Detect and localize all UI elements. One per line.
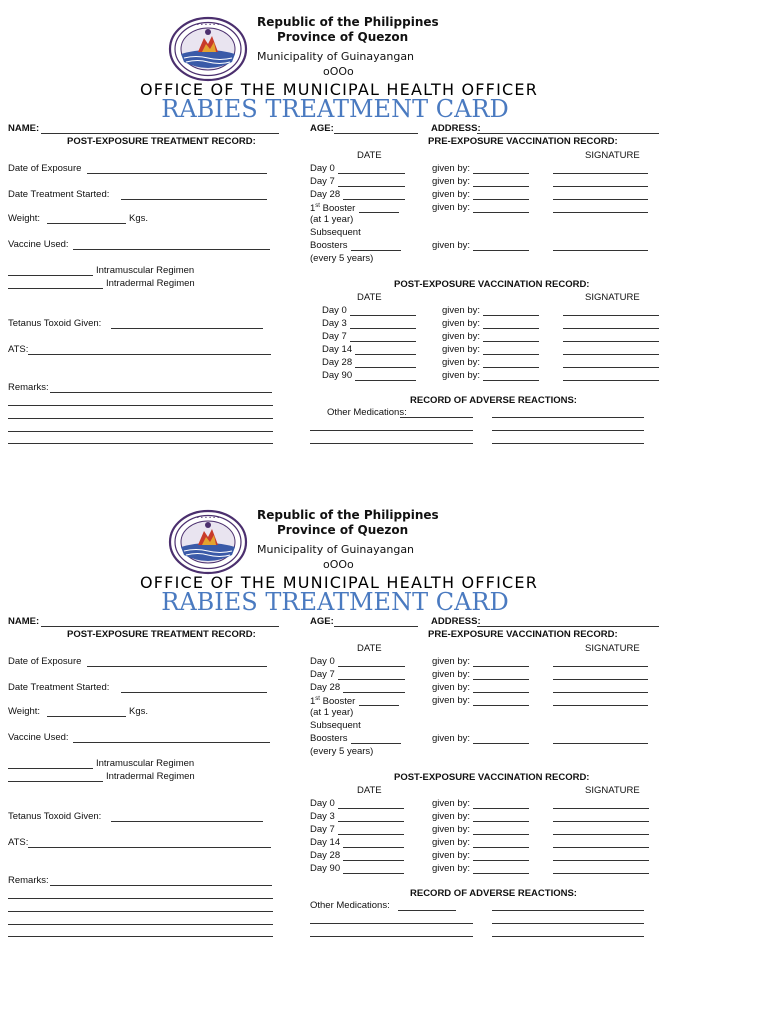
ats-field[interactable] [28,354,271,355]
pre-booster-signature-field[interactable] [553,705,648,706]
post-given-by-field[interactable] [483,341,539,342]
pre-given-by-label: given by: [432,202,471,213]
office-title: OFFICE OF THE MUNICIPAL HEALTH OFFICER [139,573,539,592]
tetanus-field[interactable] [111,821,263,822]
republic-text: Republic of the Philippines [257,15,439,29]
svg-text:• • • • • •: • • • • • • [196,516,220,521]
pre-booster-date-field[interactable] [359,705,399,706]
vaccine-used-label: Vaccine Used: [8,732,69,743]
ornament-text: oOOo [323,65,354,78]
date-treatment-started-field[interactable] [121,199,267,200]
post-signature-field[interactable] [563,367,659,368]
card-title: RABIES TREATMENT CARD [161,588,509,616]
post-signature-field[interactable] [563,341,659,342]
pre-given-by-label: given by: [432,189,471,200]
date-treatment-started-field[interactable] [121,692,267,693]
adverse-line[interactable] [492,936,644,937]
post-given-by-label: given by: [442,318,481,329]
remarks-line[interactable] [8,405,273,406]
name-label: NAME: [8,123,40,134]
pre-booster-date-field[interactable] [359,212,399,213]
pre-day28-label: Day 28 [310,189,341,200]
post-given-by-field[interactable] [473,834,529,835]
address-label: ADDRESS: [431,616,481,627]
adverse-line[interactable] [492,443,644,444]
pre-day28-signature-field[interactable] [553,692,648,693]
post-signature-field[interactable] [563,354,659,355]
post-given-by-field[interactable] [473,808,529,809]
post-signature-field[interactable] [563,328,659,329]
post-given-by-label: given by: [442,357,481,368]
post-day-date-field[interactable] [355,354,416,355]
post-day-date-field[interactable] [350,315,416,316]
pre-day7-given-by-field[interactable] [473,679,529,680]
pre-every5-label: (every 5 years) [310,253,374,264]
post-signature-field[interactable] [553,847,649,848]
post-given-by-label: given by: [442,370,481,381]
post-exposure-treatment-heading: POST-EXPOSURE TREATMENT RECORD: [67,629,256,640]
post-day-label: Day 14 [310,837,341,848]
kgs-label: Kgs. [129,706,149,717]
ats-label: ATS: [8,837,29,848]
adverse-line[interactable] [492,910,644,911]
weight-field[interactable] [47,716,126,717]
name-field[interactable] [41,626,279,627]
ornament-text: oOOo [323,558,354,571]
pre-subsequent-label: Subsequent [310,720,361,731]
adverse-line[interactable] [310,430,473,431]
other-medications-field[interactable] [400,417,473,418]
remarks-field[interactable] [50,885,272,886]
date-of-exposure-label: Date of Exposure [8,163,82,174]
adverse-reactions-heading: RECORD OF ADVERSE REACTIONS: [410,395,577,406]
pre-boosters-date-field[interactable] [351,250,401,251]
post-given-by-field[interactable] [483,367,539,368]
weight-label: Weight: [8,213,41,224]
vaccine-used-label: Vaccine Used: [8,239,69,250]
name-field[interactable] [41,133,279,134]
pre-day7-label: Day 7 [310,669,335,680]
post-day-date-field[interactable] [343,847,404,848]
remarks-line[interactable] [8,418,273,419]
booster-ordinal: st [315,203,320,209]
post-date-header: DATE [357,292,382,303]
post-day-date-field[interactable] [355,367,416,368]
post-exposure-vaccination-heading: POST-EXPOSURE VACCINATION RECORD: [394,279,590,290]
adverse-line[interactable] [310,936,473,937]
post-given-by-label: given by: [432,837,471,848]
id-regimen-field[interactable] [8,781,103,782]
date-treatment-started-label: Date Treatment Started: [8,682,110,693]
post-given-by-label: given by: [432,798,471,809]
pre-booster-signature-field[interactable] [553,212,648,213]
post-signature-header: SIGNATURE [585,292,640,303]
post-given-by-field[interactable] [483,315,539,316]
post-day-date-field[interactable] [343,873,404,874]
province-text: Province of Quezon [277,30,409,44]
pre-given-by-label: given by: [432,163,471,174]
pre-boosters-date-field[interactable] [351,743,401,744]
rabies-treatment-card [0,493,768,973]
pre-day28-given-by-field[interactable] [473,692,529,693]
post-given-by-field[interactable] [483,354,539,355]
pre-subsequent-label: Subsequent [310,227,361,238]
municipal-seal-icon [168,509,248,575]
im-regimen-field[interactable] [8,275,93,276]
remarks-line[interactable] [8,431,273,432]
pre-exposure-heading: PRE-EXPOSURE VACCINATION RECORD: [428,136,618,147]
post-given-by-label: given by: [442,344,481,355]
republic-text: Republic of the Philippines [257,508,439,522]
province-text: Province of Quezon [277,523,409,537]
post-day-label: Day 7 [310,824,335,835]
pre-day0-signature-field[interactable] [553,666,648,667]
post-signature-field[interactable] [553,808,649,809]
pre-given-by-label: given by: [432,682,471,693]
post-signature-field[interactable] [553,873,649,874]
pre-booster-label [310,203,355,214]
post-day-date-field[interactable] [338,821,404,822]
post-day-label: Day 3 [322,318,347,329]
post-day-date-field[interactable] [355,380,416,381]
remarks-label: Remarks: [8,875,49,886]
pre-given-by-label: given by: [432,656,471,667]
pre-day0-given-by-field[interactable] [473,173,529,174]
adverse-line[interactable] [310,443,473,444]
post-signature-field[interactable] [563,380,659,381]
other-medications-field[interactable] [398,910,456,911]
pre-given-by-label: given by: [432,733,471,744]
pre-date-header: DATE [357,643,382,654]
pre-given-by-label: given by: [432,695,471,706]
pre-day0-label: Day 0 [310,163,335,174]
im-regimen-label: Intramuscular Regimen [96,265,195,276]
booster-word: Booster [319,203,356,215]
post-given-by-field[interactable] [473,847,529,848]
post-given-by-label: given by: [432,811,471,822]
post-given-by-field[interactable] [473,860,529,861]
booster-word: Booster [319,696,356,708]
post-day-label: Day 28 [322,357,353,368]
post-day-label: Day 28 [310,850,341,861]
pre-boosters-given-by-field[interactable] [473,743,529,744]
vaccine-used-field[interactable] [73,249,270,250]
im-regimen-label: Intramuscular Regimen [96,758,195,769]
municipality-text: Municipality of Guinayangan [257,543,415,556]
pre-exposure-heading: PRE-EXPOSURE VACCINATION RECORD: [428,629,618,640]
pre-day7-given-by-field[interactable] [473,186,529,187]
rabies-treatment-card [0,0,768,480]
pre-boosters-signature-field[interactable] [553,743,648,744]
vaccine-used-field[interactable] [73,742,270,743]
card-title: RABIES TREATMENT CARD [161,95,509,123]
pre-day7-date-field[interactable] [338,186,405,187]
post-day-label: Day 90 [322,370,353,381]
pre-signature-header: SIGNATURE [585,643,640,654]
pre-signature-header: SIGNATURE [585,150,640,161]
post-given-by-label: given by: [442,305,481,316]
post-day-date-field[interactable] [338,834,404,835]
post-given-by-label: given by: [432,824,471,835]
age-label: AGE: [310,616,334,627]
post-day-label: Day 14 [322,344,353,355]
remarks-line[interactable] [8,443,273,444]
id-regimen-field[interactable] [8,288,103,289]
post-signature-header: SIGNATURE [585,785,640,796]
adverse-line[interactable] [310,923,473,924]
pre-day28-date-field[interactable] [343,199,405,200]
post-day-label: Day 0 [322,305,347,316]
post-given-by-field[interactable] [483,328,539,329]
weight-field[interactable] [47,223,126,224]
date-of-exposure-field[interactable] [87,666,267,667]
tetanus-label: Tetanus Toxoid Given: [8,811,102,822]
adverse-line[interactable] [492,417,644,418]
remarks-line[interactable] [8,936,273,937]
post-given-by-field[interactable] [473,873,529,874]
post-given-by-field[interactable] [473,821,529,822]
pre-boosters-label: Boosters [310,240,348,251]
age-field[interactable] [334,133,418,134]
post-signature-field[interactable] [553,860,649,861]
pre-day0-date-field[interactable] [338,666,405,667]
post-exposure-vaccination-heading: POST-EXPOSURE VACCINATION RECORD: [394,772,590,783]
pre-every5-label: (every 5 years) [310,746,374,757]
address-field[interactable] [477,626,659,627]
post-given-by-field[interactable] [483,380,539,381]
municipality-text: Municipality of Guinayangan [257,50,415,63]
post-day-date-field[interactable] [338,808,404,809]
pre-booster-given-by-field[interactable] [473,705,529,706]
name-label: NAME: [8,616,40,627]
weight-label: Weight: [8,706,41,717]
pre-given-by-label: given by: [432,669,471,680]
post-signature-field[interactable] [563,315,659,316]
post-signature-field[interactable] [553,821,649,822]
address-field[interactable] [477,133,659,134]
age-field[interactable] [334,626,418,627]
post-day-date-field[interactable] [343,860,404,861]
address-label: ADDRESS: [431,123,481,134]
pre-day28-signature-field[interactable] [553,199,648,200]
post-given-by-label: given by: [432,850,471,861]
pre-given-by-label: given by: [432,176,471,187]
tetanus-field[interactable] [111,328,263,329]
remarks-line[interactable] [8,924,273,925]
post-day-label: Day 7 [322,331,347,342]
id-regimen-label: Intradermal Regimen [106,278,195,289]
post-day-label: Day 3 [310,811,335,822]
remarks-label: Remarks: [8,382,49,393]
post-given-by-label: given by: [432,863,471,874]
post-day-date-field[interactable] [350,328,416,329]
age-label: AGE: [310,123,334,134]
pre-boosters-label: Boosters [310,733,348,744]
post-exposure-treatment-heading: POST-EXPOSURE TREATMENT RECORD: [67,136,256,147]
pre-day28-date-field[interactable] [343,692,405,693]
pre-day28-given-by-field[interactable] [473,199,529,200]
post-given-by-label: given by: [442,331,481,342]
pre-day7-label: Day 7 [310,176,335,187]
ats-label: ATS: [8,344,29,355]
date-of-exposure-label: Date of Exposure [8,656,82,667]
pre-booster-label [310,696,355,707]
pre-date-header: DATE [357,150,382,161]
tetanus-label: Tetanus Toxoid Given: [8,318,102,329]
post-day-label: Day 90 [310,863,341,874]
pre-at1-label: (at 1 year) [310,214,354,225]
post-day-label: Day 0 [310,798,335,809]
other-medications-label: Other Medications: [327,407,407,418]
booster-ordinal: st [315,696,320,702]
booster-number: 1 [310,696,316,708]
post-day-date-field[interactable] [350,341,416,342]
remarks-field[interactable] [50,392,272,393]
pre-at1-label: (at 1 year) [310,707,354,718]
kgs-label: Kgs. [129,213,149,224]
pre-booster-given-by-field[interactable] [473,212,529,213]
remarks-line[interactable] [8,911,273,912]
pre-day28-label: Day 28 [310,682,341,693]
ats-field[interactable] [28,847,271,848]
municipal-seal-icon [168,16,248,82]
id-regimen-label: Intradermal Regimen [106,771,195,782]
pre-day0-signature-field[interactable] [553,173,648,174]
pre-boosters-given-by-field[interactable] [473,250,529,251]
adverse-line[interactable] [492,923,644,924]
booster-number: 1 [310,203,316,215]
post-date-header: DATE [357,785,382,796]
other-medications-label: Other Medications: [310,900,390,911]
pre-day0-date-field[interactable] [338,173,405,174]
adverse-line[interactable] [492,430,644,431]
pre-given-by-label: given by: [432,240,471,251]
pre-day7-signature-field[interactable] [553,679,648,680]
pre-day0-label: Day 0 [310,656,335,667]
svg-text:• • • • • •: • • • • • • [196,23,220,28]
im-regimen-field[interactable] [8,768,93,769]
remarks-line[interactable] [8,898,273,899]
date-treatment-started-label: Date Treatment Started: [8,189,110,200]
pre-day7-date-field[interactable] [338,679,405,680]
post-signature-field[interactable] [553,834,649,835]
pre-day0-given-by-field[interactable] [473,666,529,667]
pre-day7-signature-field[interactable] [553,186,648,187]
adverse-reactions-heading: RECORD OF ADVERSE REACTIONS: [410,888,577,899]
date-of-exposure-field[interactable] [87,173,267,174]
pre-boosters-signature-field[interactable] [553,250,648,251]
office-title: OFFICE OF THE MUNICIPAL HEALTH OFFICER [139,80,539,99]
